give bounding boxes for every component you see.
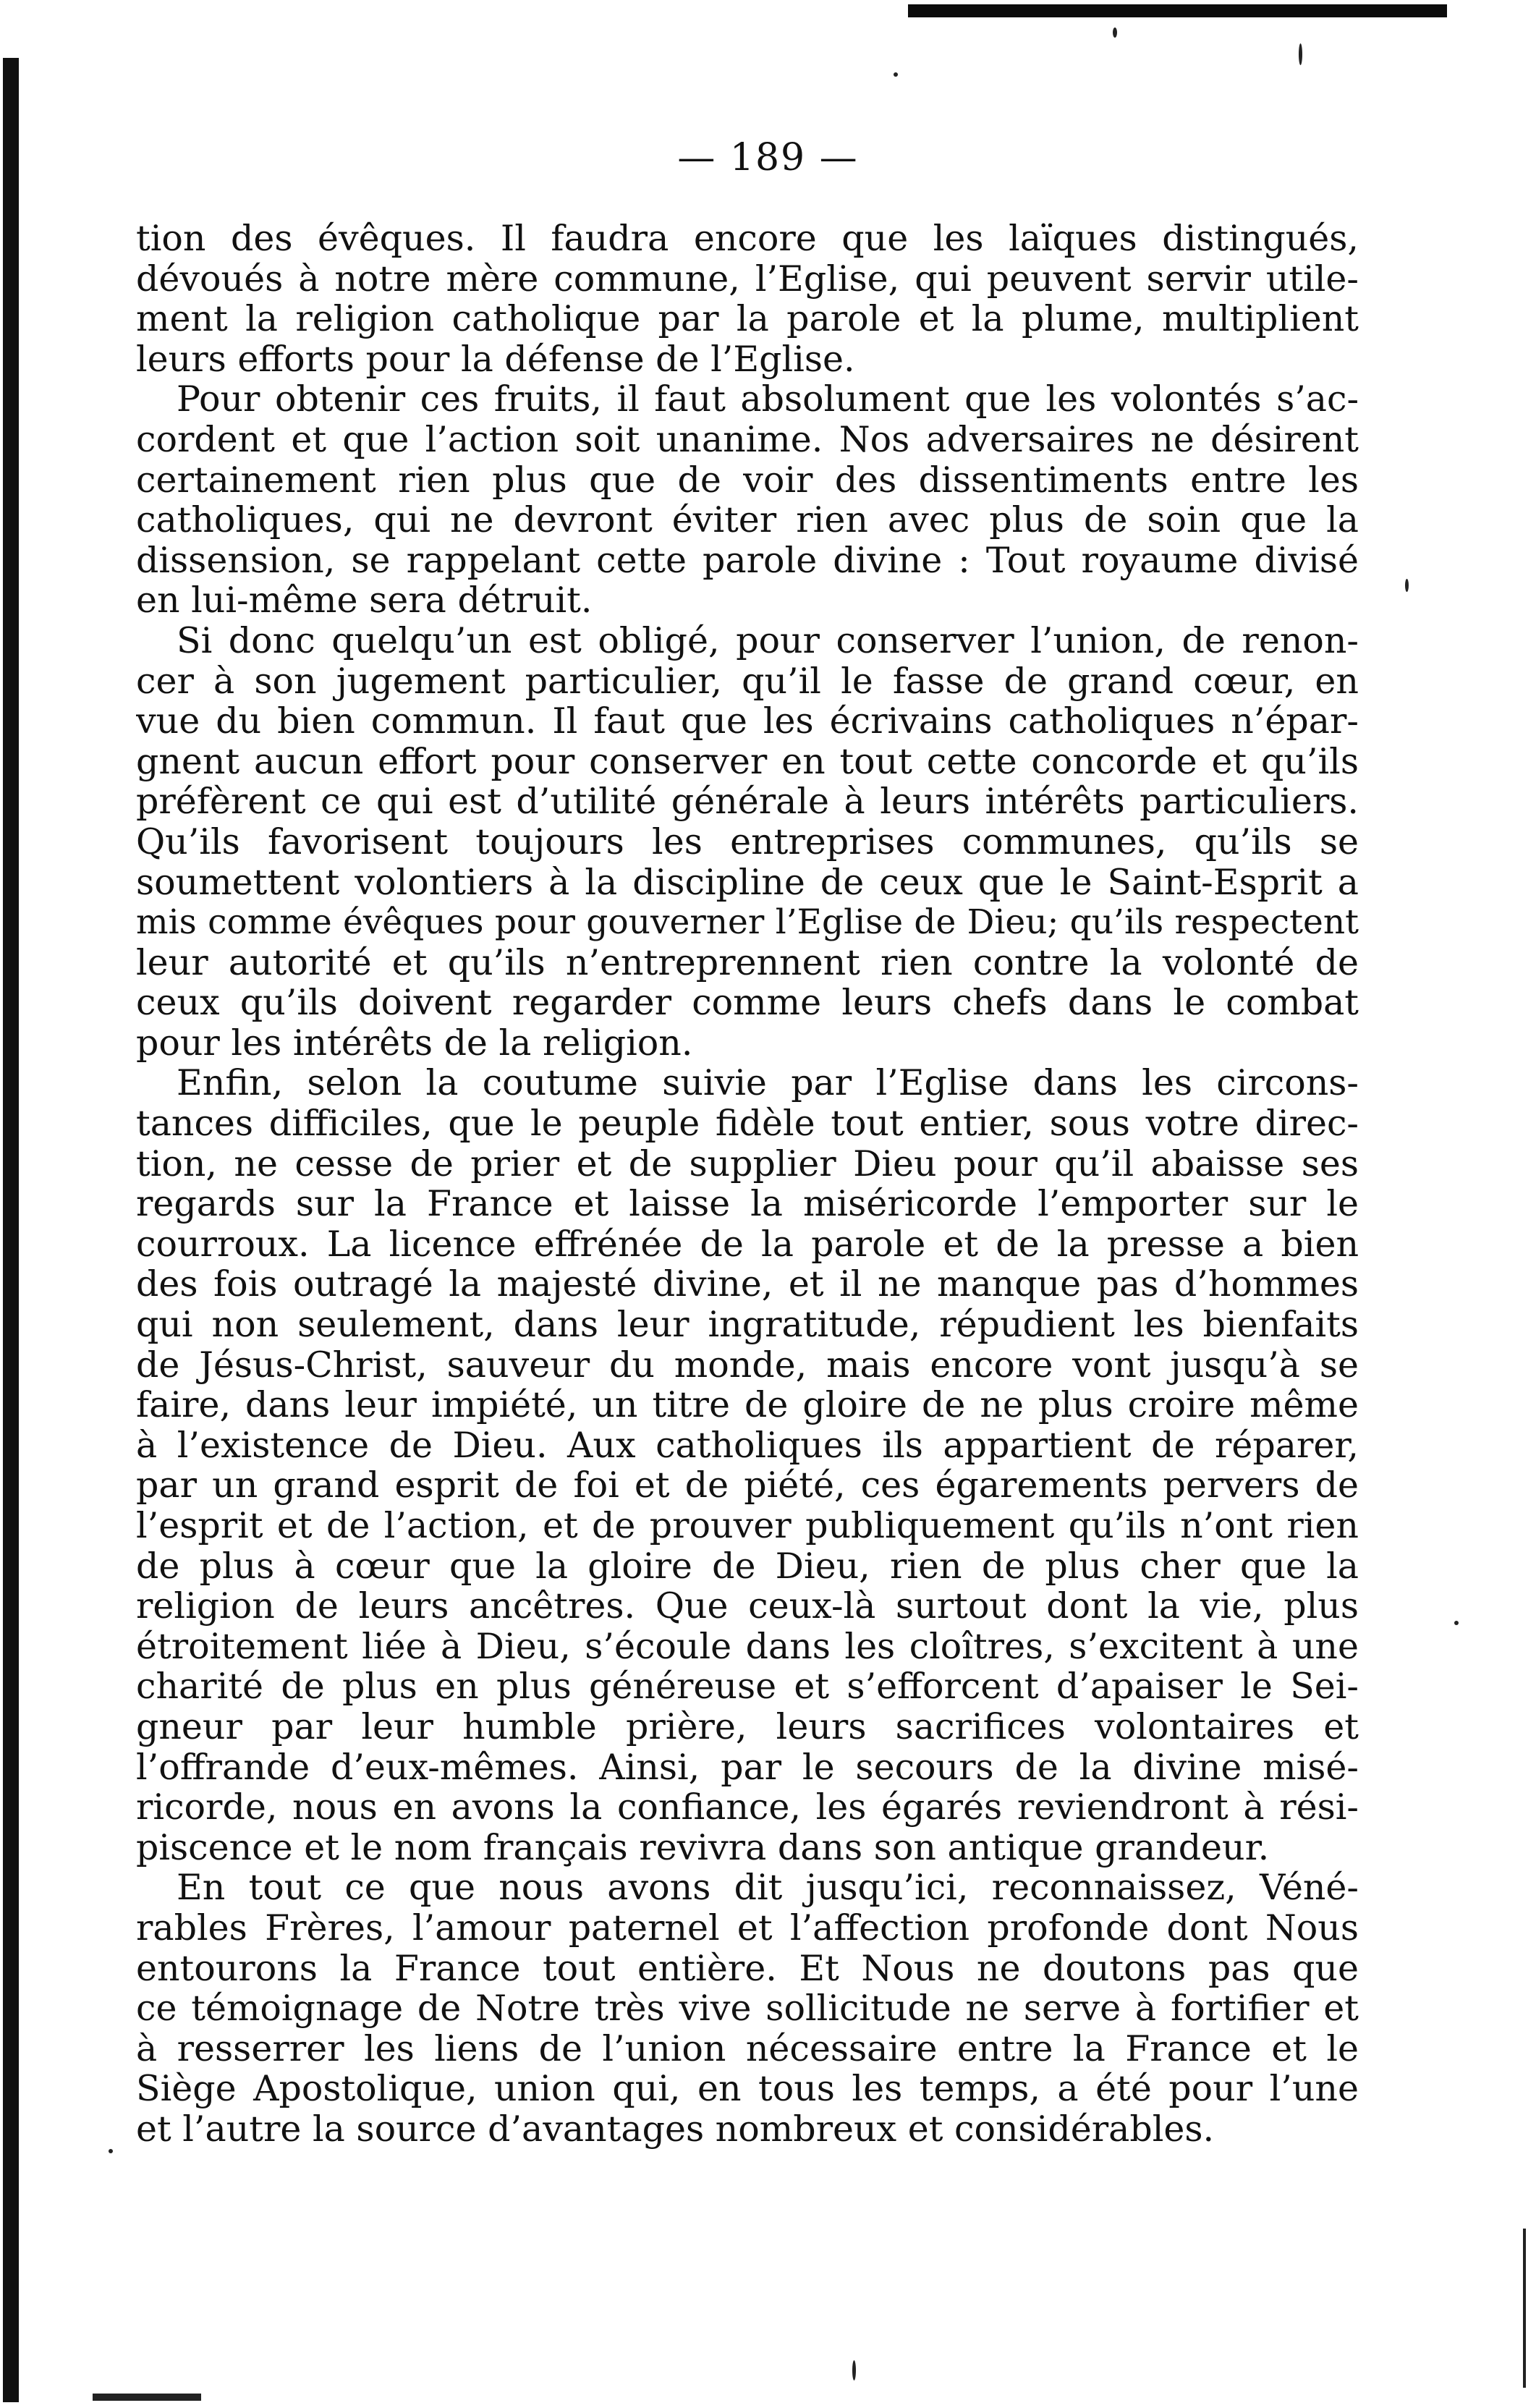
text-line: faire, dans leur impiété, un titre de gloire de ne plus croire même [136,1385,1359,1425]
text-line: ceux qu’ils doivent regarder comme leurs chefs dans le combat [136,983,1359,1023]
text-line: Qu’ils favorisent toujours les entreprises communes, qu’ils se [136,821,1359,862]
text-line: étroitement liée à Dieu, s’écoule dans les cloîtres, s’excitent à une [136,1626,1359,1667]
text-line: cordent et que l’action soit unanime. Nos adversaires ne désirent [136,419,1359,460]
text-line: courroux. La licence effrénée de la parole et de la presse a bien [136,1224,1359,1265]
scan-speck [1113,27,1117,38]
text-line: pour les intérêts de la religion. [136,1022,693,1064]
scan-edge-left [3,58,19,2402]
text-line: rables Frères, l’amour paternel et l’affection profonde dont Nous [136,1907,1359,1949]
text-line: l’offrande d’eux-mêmes. Ainsi, par le secours de la divine misé- [136,1747,1359,1788]
text-line: préfèrent ce qui est d’utilité générale à leurs intérêts particuliers. [136,781,1359,822]
scan-speck [852,2360,856,2381]
text-line: par un grand esprit de foi et de piété, ces égarements pervers de [136,1465,1359,1506]
text-line: des fois outragé la majesté divine, et il ne manque pas d’hommes [136,1264,1359,1305]
text-line: tances difficiles, que le peuple fidèle tout entier, sous votre direc- [136,1103,1359,1144]
text-line: mis comme évêques pour gouverner l’Eglise de Dieu; qu’ils respectent [136,902,1359,943]
text-line: tion, ne cesse de prier et de supplier Dieu pour qu’il abaisse ses [136,1143,1359,1184]
text-line: à l’existence de Dieu. Aux catholiques ils appartient de réparer, [136,1425,1359,1466]
text-line: Pour obtenir ces fruits, il faut absolument que les volontés s’ac- [177,379,1359,420]
text-line: et l’autre la source d’avantages nombreux et considérables. [136,2108,1215,2150]
text-line: ment la religion catholique par la parole et la plume, multiplient [136,299,1359,339]
body-text [136,219,1359,2150]
text-line: gneur par leur humble prière, leurs sacrifices volontaires et [136,1706,1359,1747]
text-line: entourons la France tout entière. Et Nous ne doutons pas que [136,1948,1359,1989]
top-rule [908,4,1447,17]
text-line: certainement rien plus que de voir des dissentiments entre les [136,459,1359,501]
text-line: dissension, se rappelant cette parole divine : Tout royaume divisé [136,540,1359,581]
text-line: à resserrer les liens de l’union nécessaire entre la France et le [136,2028,1359,2069]
scan-speck [1299,43,1302,65]
text-line: Siège Apostolique, union qui, en tous les temps, a été pour l’une [136,2069,1359,2109]
text-line: En tout ce que nous avons dit jusqu’ici, reconnaissez, Véné- [177,1868,1359,1908]
scan-speck [1405,579,1409,592]
text-line: catholiques, qui ne devront éviter rien avec plus de soin que la [136,500,1359,540]
text-line: charité de plus en plus généreuse et s’efforcent d’apaiser le Sei- [136,1666,1359,1707]
text-line: en lui-même sera détruit. [136,580,593,621]
scan-speck [1454,1621,1459,1625]
text-line: vue du bien commun. Il faut que les écrivains catholiques n’épar- [136,701,1359,742]
text-line: leur autorité et qu’ils n’entreprennent rien contre la volonté de [136,942,1359,983]
text-line: regards sur la France et laisse la miséricorde l’emporter sur le [136,1184,1359,1224]
text-line: piscence et le nom français revivra dans son antique grandeur. [136,1827,1270,1868]
text-line: qui non seulement, dans leur ingratitude, répudient les bienfaits [136,1305,1359,1345]
text-line: Si donc quelqu’un est obligé, pour conserver l’union, de renon- [177,620,1359,661]
scan-edge-bottom [93,2394,201,2401]
text-line: cer à son jugement particulier, qu’il le fasse de grand cœur, en [136,661,1359,702]
text-line: dévoués à notre mère commune, l’Eglise, qui peuvent servir utile- [136,258,1359,300]
text-line: tion des évêques. Il faudra encore que les laïques distingués, [136,219,1359,259]
text-line: l’esprit et de l’action, et de prouver publiquement qu’ils n’ont rien [136,1506,1359,1546]
page-number: — 189 — [677,136,859,179]
text-line: gnent aucun effort pour conserver en tout cette concorde et qu’ils [136,741,1359,782]
text-line: leurs efforts pour la défense de l’Eglise. [136,339,855,380]
text-line: ce témoignage de Notre très vive sollicitude ne serve à fortifier et [136,1988,1359,2029]
text-line: de Jésus-Christ, sauveur du monde, mais encore vont jusqu’à se [136,1344,1359,1386]
text-line: soumettent volontiers à la discipline de ceux que le Saint-Esprit a [136,862,1359,903]
scan-speck [894,72,898,77]
text-line: Enfin, selon la coutume suivie par l’Eglise dans les circons- [177,1063,1359,1104]
scan-speck [109,2149,113,2153]
text-line: de plus à cœur que la gloire de Dieu, rien de plus cher que la [136,1546,1359,1587]
scan-speck [1523,2229,1526,2388]
text-line: ricorde, nous en avons la confiance, les égarés reviendront à rési- [136,1787,1359,1828]
text-line: religion de leurs ancêtres. Que ceux-là surtout dont la vie, plus [136,1586,1359,1627]
